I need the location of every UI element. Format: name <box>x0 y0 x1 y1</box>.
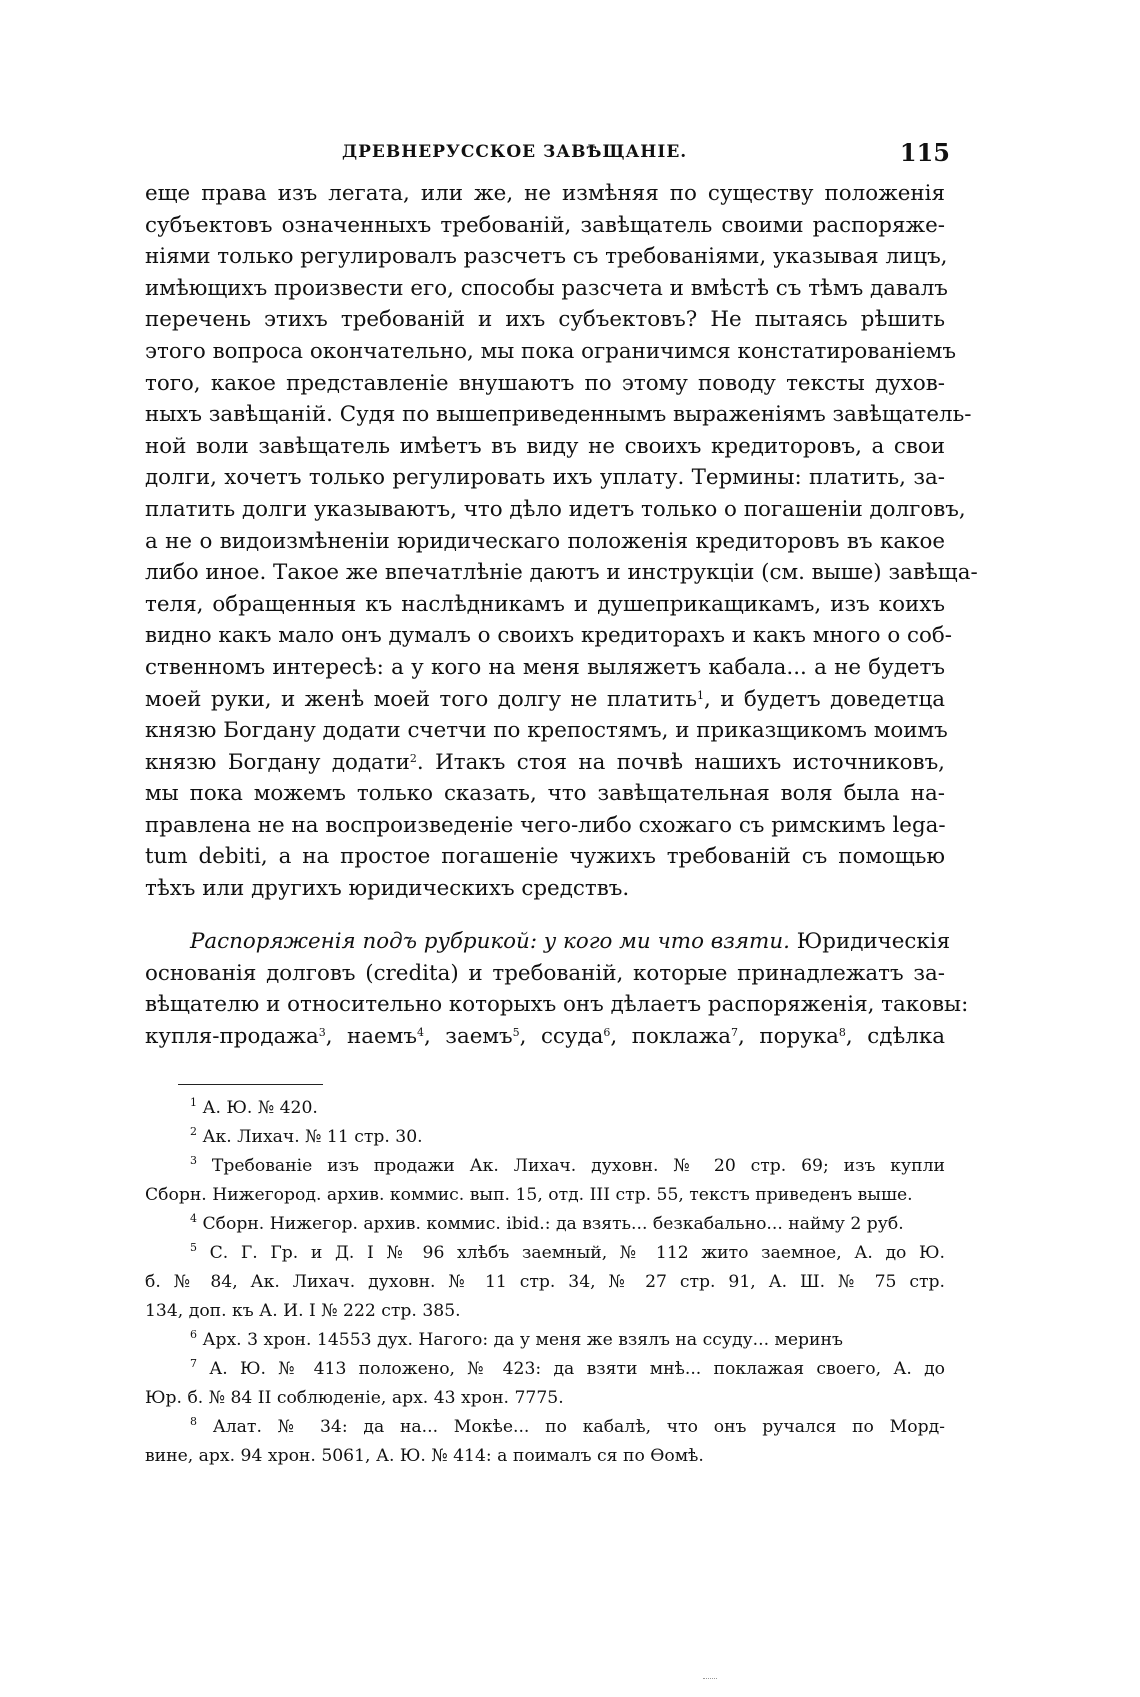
text-line <box>145 1021 945 1053</box>
scan-mark <box>703 1678 717 1679</box>
footnote-ref: 3 <box>318 1025 326 1039</box>
text-line: субъектовъ означенныхъ требованій, завѣщатель своими распоряже- <box>145 212 945 238</box>
footnote-6 <box>145 1326 945 1355</box>
footnote-number: 2 <box>190 1125 197 1138</box>
text-line: мы пока можемъ только сказать, что завѣщательная воля была на- <box>145 781 945 807</box>
footnote-number: 1 <box>190 1096 197 1109</box>
footnote-line: б. № 84, Ак. Лихач. духовн. № 11 стр. 34, № 27 стр. 91, А. Ш. № 75 стр. <box>145 1272 945 1292</box>
footnote-line: 134, доп. къ А. И. I № 222 стр. 385. <box>145 1301 461 1321</box>
text-line: теля, обращенныя къ наслѣдникамъ и душеприкащикамъ, изъ коихъ <box>145 591 945 617</box>
footnote-4 <box>145 1210 945 1239</box>
footnote-line <box>145 1239 945 1268</box>
footnote-ref: 5 <box>512 1025 520 1039</box>
footnote-ref: 2 <box>409 751 417 765</box>
paragraph-1 <box>145 178 978 905</box>
text-fragment: моей руки, и женѣ моей того долгу не платить <box>145 686 698 712</box>
text-line: ныхъ завѣщаній. Судя по вышеприведеннымъ выраженіямъ завѣщатель- <box>145 402 972 428</box>
text-line <box>145 747 945 779</box>
text-line: вѣщателю и относительно которыхъ онъ дѣлаетъ распоряженія, таковы: <box>145 992 969 1018</box>
footnote-rule <box>178 1084 323 1085</box>
footnote-line <box>145 1355 945 1384</box>
text-line <box>145 684 945 716</box>
footnote-1 <box>145 1094 945 1123</box>
footnote-number: 7 <box>190 1357 197 1370</box>
text-fragment: А. Ю. № 420. <box>202 1098 318 1118</box>
footnote-7 <box>145 1355 945 1413</box>
footnote-line: Юр. б. № 84 II соблюденіе, арх. 43 хрон. 7775. <box>145 1388 564 1408</box>
text-fragment: Алат. № 34: да на... Мокѣе... по кабалѣ, что онъ ручался по Морд- <box>212 1417 945 1437</box>
footnote-2 <box>145 1123 945 1152</box>
text-line: долги, хочетъ только регулировать ихъ уплату. Термины: платить, за- <box>145 465 945 491</box>
footnote-line <box>145 1210 945 1239</box>
running-head <box>145 140 950 174</box>
text-fragment: А. Ю. № 413 положено, № 423: да взяти мнѣ... поклажая своего, А. до <box>209 1359 946 1379</box>
footnote-line <box>145 1326 945 1355</box>
footnote-ref: 4 <box>416 1025 424 1039</box>
text-line: основанія долговъ (credita) и требованій, которые принадлежатъ за- <box>145 960 945 986</box>
text-fragment: Требованіе изъ продажи Ак. Лихач. духовн. № 20 стр. 69; изъ купли <box>211 1156 945 1176</box>
text-line: тѣхъ или другихъ юридическихъ средствъ. <box>145 876 630 902</box>
text-line: ніями только регулировалъ разсчетъ съ требованіями, указывая лицъ, <box>145 244 948 270</box>
footnote-5 <box>145 1239 945 1326</box>
text-line: перечень этихъ требованій и ихъ субъектовъ? Не пытаясь рѣшить <box>145 307 945 333</box>
text-fragment: , ссуда <box>519 1023 604 1049</box>
text-fragment: , и будетъ доведетца <box>704 686 945 712</box>
footnote-ref: 1 <box>697 688 705 702</box>
text-line: платить долги указываютъ, что дѣло идетъ только о погашеніи долговъ, <box>145 496 966 522</box>
text-fragment: С. Г. Гр. и Д. I № 96 хлѣбъ заемный, № 112 жито заемное, А. до Ю. <box>209 1243 945 1263</box>
text-fragment: купля-продажа <box>145 1023 319 1049</box>
text-fragment: , поклажа <box>610 1023 732 1049</box>
text-line: имѣющихъ произвести его, способы разсчета и вмѣстѣ съ тѣмъ давалъ <box>145 275 948 301</box>
footnote-ref: 8 <box>838 1025 846 1039</box>
text-fragment: Юридическія <box>796 929 951 954</box>
text-line: еще права изъ легата, или же, не измѣняя по существу положенія <box>145 181 945 206</box>
page-number: 115 <box>899 138 950 167</box>
paragraph-2 <box>145 926 969 1052</box>
footnote-number: 8 <box>190 1415 197 1428</box>
footnote-3 <box>145 1152 945 1210</box>
text-fragment: , сдѣлка <box>845 1023 945 1049</box>
footnote-number: 4 <box>190 1212 197 1225</box>
footnote-line: Сборн. Нижегород. архив. коммис. вып. 15, отд. III стр. 55, текстъ приведенъ выше. <box>145 1185 913 1205</box>
footnote-8 <box>145 1413 945 1471</box>
text-line: видно какъ мало онъ думалъ о своихъ кредиторахъ и какъ много о соб- <box>145 623 952 649</box>
text-line: князю Богдану додати счетчи по крепостямъ, и приказщикомъ моимъ <box>145 718 948 744</box>
text-fragment: Арх. 3 хрон. 14553 дух. Нагого: да у меня же взялъ на ссуду... меринъ <box>202 1330 843 1350</box>
text-line: ственномъ интересѣ: а у кого на меня выляжетъ кабала... а не будетъ <box>145 654 945 680</box>
footnote-number: 5 <box>190 1241 197 1254</box>
footnote-ref: 6 <box>603 1025 611 1039</box>
text-fragment: Сборн. Нижегор. архив. коммис. ibid.: да взять... безкабально... найму 2 руб. <box>202 1214 904 1234</box>
text-line: а не о видоизмѣненіи юридическаго положенія кредиторовъ въ какое <box>145 528 945 554</box>
text-fragment: , заемъ <box>423 1023 513 1049</box>
footnote-number: 6 <box>190 1328 197 1341</box>
text-line: tum debiti, а на простое погашеніе чужихъ требованій съ помощью <box>145 844 945 870</box>
italic-heading: Распоряженія подъ рубрикой: у кого ми что взяти. <box>190 929 790 954</box>
footnote-line: вине, арх. 94 хрон. 5061, А. Ю. № 414: а поималъ ся по Ѳомѣ. <box>145 1446 704 1466</box>
text-line: того, какое представленіе внушаютъ по этому поводу тексты духов- <box>145 370 945 396</box>
footnote-number: 3 <box>190 1154 197 1167</box>
footnote-line <box>145 1123 945 1152</box>
text-line <box>145 926 951 958</box>
text-fragment: , порука <box>738 1023 839 1049</box>
footnotes <box>145 1094 945 1471</box>
footnote-line <box>145 1413 945 1442</box>
footnote-line <box>145 1094 945 1123</box>
text-line: этого вопроса окончательно, мы пока ограничимся констатированіемъ <box>145 338 957 364</box>
text-fragment: . Итакъ стоя на почвѣ нашихъ источниковъ, <box>416 749 945 775</box>
running-title: ДРЕВНЕРУССКОЕ ЗАВѢЩАНІЕ. <box>342 142 688 162</box>
text-line: правлена не на воспроизведеніе чего-либо схожаго съ римскимъ lega- <box>145 812 946 838</box>
text-line: либо иное. Такое же впечатлѣніе даютъ и инструкціи (см. выше) завѣща- <box>145 560 978 586</box>
text-fragment: Ак. Лихач. № 11 стр. 30. <box>202 1127 423 1147</box>
text-fragment: , наемъ <box>325 1023 417 1049</box>
text-line: ной воли завѣщатель имѣетъ въ виду не своихъ кредиторовъ, а свои <box>145 433 945 459</box>
footnote-line <box>145 1152 945 1181</box>
footnote-ref: 7 <box>731 1025 739 1039</box>
text-fragment: князю Богдану додати <box>145 749 410 775</box>
